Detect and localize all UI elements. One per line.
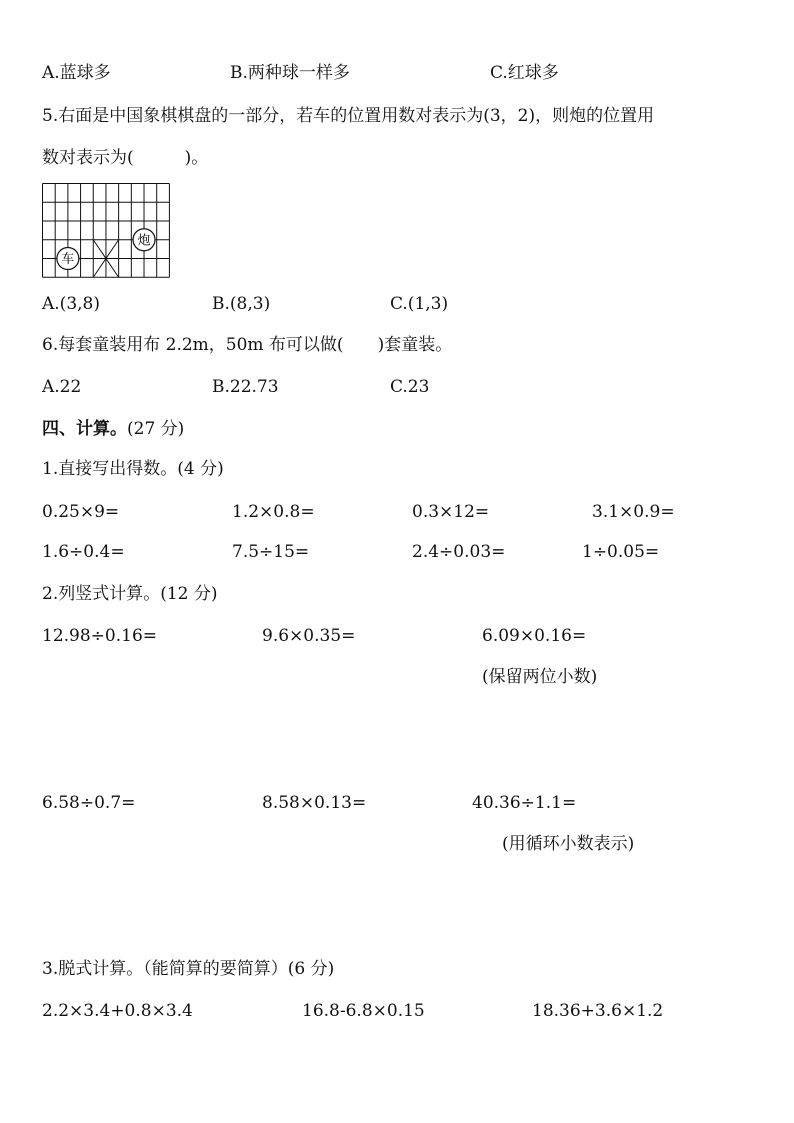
q4-option-c: C.红球多 [490, 63, 559, 83]
calc1-item: 1.2×0.8= [232, 502, 315, 522]
q6-question: 6.每套童装用布 2.2m，50m 布可以做( )套童装。 [42, 335, 453, 355]
section4-points: (27 分) [127, 419, 185, 439]
section4-title: 四、计算。 [42, 419, 127, 439]
calc2-item: 8.58×0.13= [262, 793, 367, 813]
q5-option-a: A.(3,8) [42, 294, 100, 314]
calc2-item: 6.58÷0.7= [42, 793, 136, 813]
section4-heading [42, 418, 184, 440]
calc2-title: 2.列竖式计算。(12 分) [42, 584, 218, 604]
q4-option-a: A.蓝球多 [42, 63, 111, 83]
q6-option-c: C.23 [390, 377, 430, 397]
calc2-item: 6.09×0.16= [482, 626, 587, 646]
piece-label: 车 [61, 252, 75, 268]
calc1-item: 2.4÷0.03= [412, 542, 506, 562]
q5-question-line2: 数对表示为( )。 [42, 148, 209, 168]
calc1-item: 1.6÷0.4= [42, 542, 125, 562]
q6-option-b: B.22.73 [212, 377, 279, 397]
q6-option-a: A.22 [42, 377, 82, 397]
q5-option-b: B.(8,3) [212, 294, 271, 314]
calc1-item: 0.3×12= [412, 502, 490, 522]
calc3-title: 3.脱式计算。（能简算的要简算）(6 分) [42, 959, 335, 979]
calc1-item: 0.25×9= [42, 502, 120, 522]
calc3-item: 18.36+3.6×1.2 [532, 1001, 664, 1021]
calc1-title: 1.直接写出得数。(4 分) [42, 459, 224, 479]
q5-option-c: C.(1,3) [390, 294, 449, 314]
cannon-piece [133, 229, 155, 251]
calc3-item: 16.8-6.8×0.15 [302, 1001, 425, 1021]
calc1-item: 1÷0.05= [582, 542, 660, 562]
piece-label: 炮 [137, 233, 151, 249]
calc3-item: 2.2×3.4+0.8×3.4 [42, 1001, 193, 1021]
q5-question-line1: 5.右面是中国象棋棋盘的一部分，若车的位置用数对表示为(3，2)，则炮的位置用 [42, 106, 655, 126]
calc2-note-rounding: (保留两位小数) [482, 667, 598, 687]
calc2-note-repeating: (用循环小数表示) [502, 834, 635, 854]
chariot-piece [57, 248, 79, 270]
calc1-item: 3.1×0.9= [592, 502, 675, 522]
calc2-item: 40.36÷1.1= [472, 793, 577, 813]
chess-board [42, 183, 184, 279]
calc1-item: 7.5÷15= [232, 542, 310, 562]
q4-option-b: B.两种球一样多 [230, 63, 350, 83]
calc2-item: 12.98÷0.16= [42, 626, 158, 646]
calc2-item: 9.6×0.35= [262, 626, 356, 646]
